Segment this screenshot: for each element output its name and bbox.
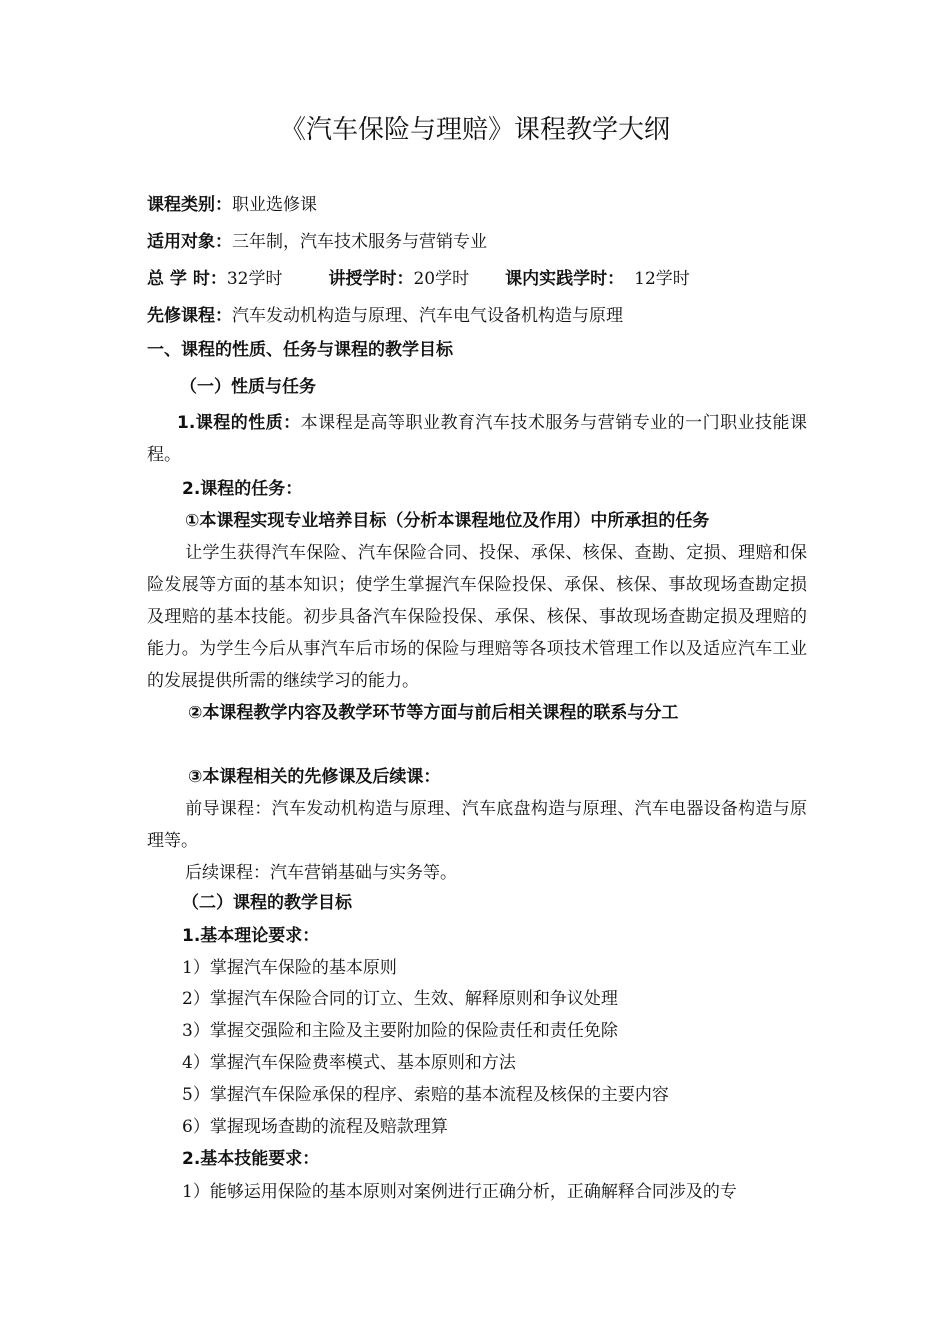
meta-hours <box>147 267 690 291</box>
task2-heading: ②本课程教学内容及教学环节等方面与前后相关课程的联系与分工 <box>188 703 679 723</box>
section-heading-1: 一、课程的性质、任务与课程的教学目标 <box>147 340 453 360</box>
category-label: 课程类别： <box>147 195 232 215</box>
pre-courses-paragraph <box>147 793 807 857</box>
lecture-label: 讲授学时： <box>328 269 414 289</box>
prereq-label: 先修课程： <box>147 306 232 326</box>
theory-item: 1）掌握汽车保险的基本原则 <box>182 958 397 978</box>
practice-value: 12学时 <box>634 269 690 289</box>
theory-item: 3）掌握交强险和主险及主要附加险的保险责任和责任免除 <box>182 1021 618 1041</box>
theory-label: 1.基本理论要求： <box>182 926 320 946</box>
nature-label: 1.课程的性质： <box>177 413 301 433</box>
prereq-value: 汽车发动机构造与原理、汽车电气设备机构造与原理 <box>232 306 623 326</box>
lecture-value: 20学时 <box>413 269 470 289</box>
meta-category <box>147 193 317 217</box>
meta-audience <box>147 230 487 254</box>
task3-heading: ③本课程相关的先修课及后续课： <box>188 767 441 787</box>
practice-label: 课内实践学时： <box>505 269 625 289</box>
task-label: 2.课程的任务： <box>182 479 303 499</box>
post-courses-text: 后续课程：汽车营销基础与实务等。 <box>185 863 457 883</box>
nature-paragraph <box>147 407 807 471</box>
category-value: 职业选修课 <box>232 195 317 215</box>
skill-item: 1）能够运用保险的基本原则对案例进行正确分析，正确解释合同涉及的专 <box>182 1182 737 1202</box>
task1-heading: ①本课程实现专业培养目标（分析本课程地位及作用）中所承担的任务 <box>185 511 710 531</box>
nature-text: 本课程是高等职业教育汽车技术服务与营销专业的一门职业技能课程。 <box>147 413 808 465</box>
subsection-heading-objectives: （二）课程的教学目标 <box>182 893 352 913</box>
task1-text: 让学生获得汽车保险、汽车保险合同、投保、承保、核保、查勘、定损、理赔和保险发展等方面的基本知识；使学生掌握汽车保险投保、承保、核保、事故现场查勘定损及理赔的基本技能。初步具备汽车保险投保、承保、核保、事故现场查勘定损及理赔的能力。为学生今后从事汽车后市场的保险与理赔等各项技术管理工作以及适应汽车工业的发展提供所需的继续学习的能力。 <box>147 543 807 691</box>
theory-item: 2）掌握汽车保险合同的订立、生效、解释原则和争议处理 <box>182 989 618 1009</box>
hours-value: 32学时 <box>226 269 283 289</box>
theory-item: 6）掌握现场查勘的流程及赔款理算 <box>182 1117 448 1137</box>
skill-label: 2.基本技能要求： <box>182 1149 320 1169</box>
hours-label: 总 学 时： <box>147 269 227 289</box>
theory-item: 5）掌握汽车保险承保的程序、索赔的基本流程及核保的主要内容 <box>182 1085 669 1105</box>
document-title: 《汽车保险与理赔》课程教学大纲 <box>279 115 670 145</box>
task1-paragraph <box>147 537 807 697</box>
post-courses-paragraph <box>147 857 807 889</box>
meta-prereq <box>147 304 623 328</box>
theory-item: 4）掌握汽车保险费率模式、基本原则和方法 <box>182 1053 516 1073</box>
audience-value: 三年制，汽车技术服务与营销专业 <box>232 232 487 252</box>
audience-label: 适用对象： <box>147 232 232 252</box>
subsection-heading-nature-task: （一）性质与任务 <box>180 377 316 397</box>
pre-courses-text: 前导课程：汽车发动机构造与原理、汽车底盘构造与原理、汽车电器设备构造与原理等。 <box>147 799 807 851</box>
